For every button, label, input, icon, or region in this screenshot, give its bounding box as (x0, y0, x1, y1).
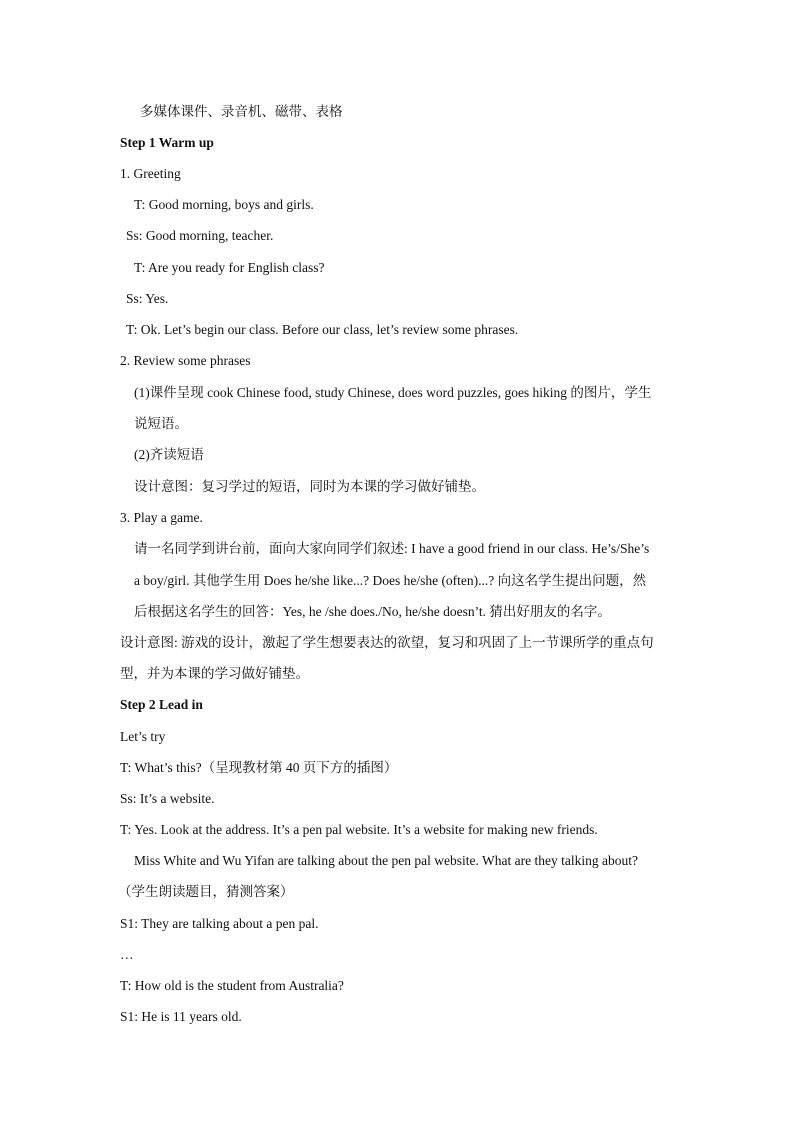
game-design-note-cont: 型，并为本课的学习做好铺垫。 (120, 666, 309, 681)
lead-in-line: T: Yes. Look at the address. It’s a pen pal website. It’s a website for making new friends. (120, 822, 598, 837)
lead-in-line: Miss White and Wu Yifan are talking about the pen pal website. What are they talking about? (134, 853, 638, 868)
lead-in-line: T: How old is the student from Australia? (120, 978, 344, 993)
lead-in-line: … (120, 947, 134, 962)
lead-in-line: T: What’s this?（呈现教材第 40 页下方的插图） (120, 760, 398, 775)
step1-heading: Step 1 Warm up (120, 135, 214, 150)
review-item-1: (1)课件呈现 cook Chinese food, study Chinese, does word puzzles, goes hiking 的图片，学生 (134, 385, 652, 400)
review-title: 2. Review some phrases (120, 353, 251, 368)
lead-in-line: Ss: It’s a website. (120, 791, 215, 806)
game-line: a boy/girl. 其他学生用 Does he/she like...? Does he/she (often)...? 向这名学生提出问题，然 (134, 573, 647, 588)
dialogue-line: Ss: Good morning, teacher. (126, 228, 274, 243)
dialogue-line: T: Ok. Let’s begin our class. Before our class, let’s review some phrases. (126, 322, 519, 337)
game-design-note: 设计意图: 游戏的设计，激起了学生想要表达的欲望，复习和巩固了上一节课所学的重点句 (120, 635, 654, 650)
dialogue-line: Ss: Yes. (126, 291, 169, 306)
lead-in-line: Let’s try (120, 729, 166, 744)
game-line: 后根据这名学生的回答：Yes, he /she does./No, he/she doesn’t. 猜出好朋友的名字。 (134, 604, 611, 619)
lead-in-line: （学生朗读题目，猜测答案） (118, 884, 294, 899)
review-design-note: 设计意图：复习学过的短语，同时为本课的学习做好铺垫。 (134, 479, 485, 494)
materials-line: 多媒体课件、录音机、磁带、表格 (140, 104, 343, 119)
dialogue-line: T: Good morning, boys and girls. (134, 197, 314, 212)
greeting-title: 1. Greeting (120, 166, 181, 181)
game-line: 请一名同学到讲台前，面向大家向同学们叙述: I have a good friend in our class. He’s/She’s (134, 541, 650, 556)
lead-in-line: S1: He is 11 years old. (120, 1009, 242, 1024)
step2-heading: Step 2 Lead in (120, 697, 203, 712)
review-item-1-cont: 说短语。 (134, 416, 188, 431)
lead-in-line: S1: They are talking about a pen pal. (120, 916, 319, 931)
game-title: 3. Play a game. (120, 510, 203, 525)
review-item-2: (2)齐读短语 (134, 447, 204, 462)
dialogue-line: T: Are you ready for English class? (134, 260, 325, 275)
